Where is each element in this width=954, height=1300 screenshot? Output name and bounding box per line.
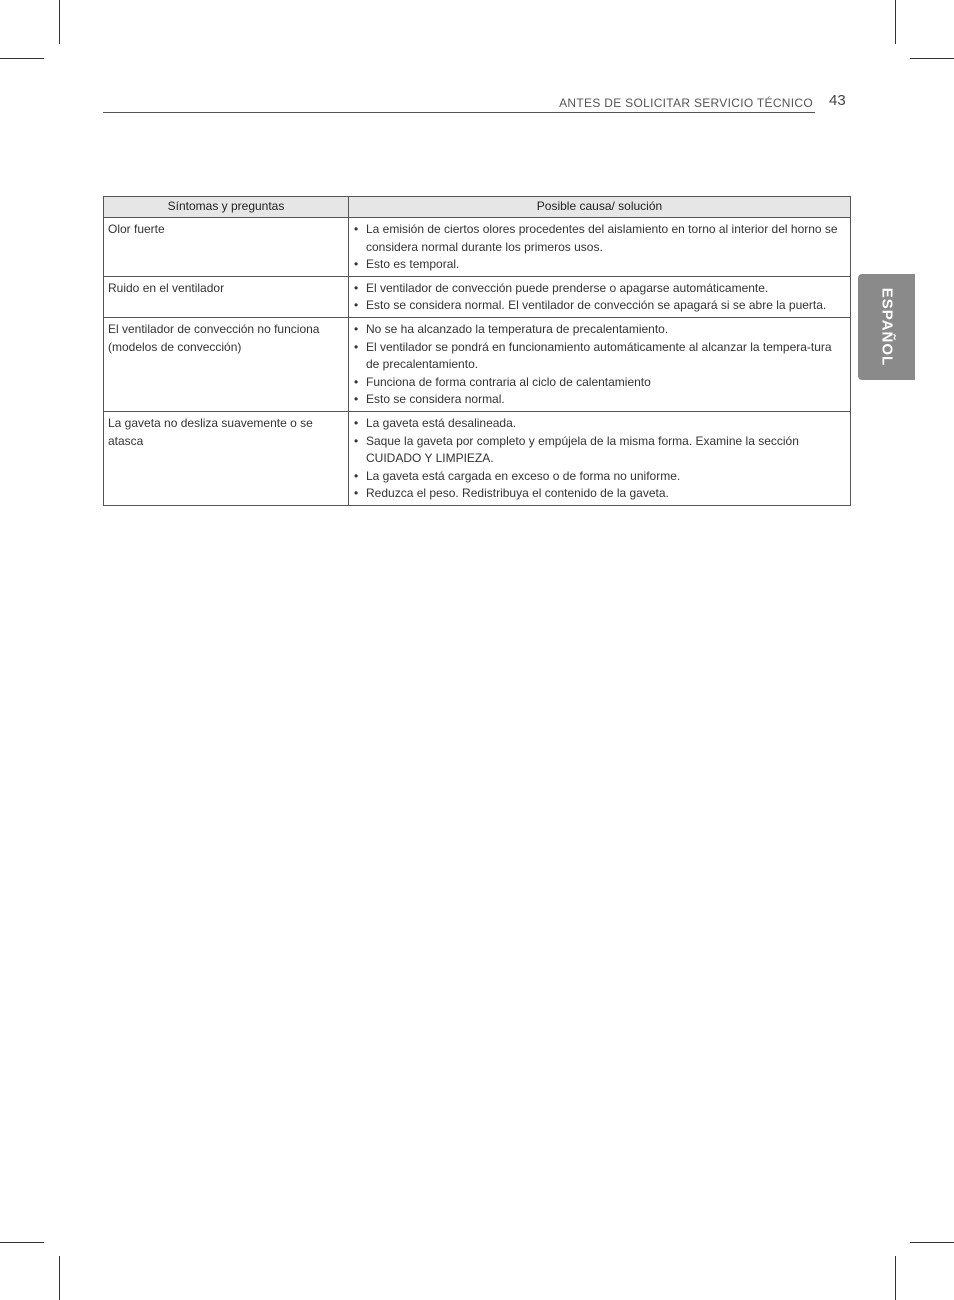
symptom-cell: La gaveta no desliza suavemente o se atasca: [104, 411, 349, 505]
crop-mark: [910, 1242, 954, 1243]
cause-cell: [349, 411, 851, 505]
cause-list: [353, 221, 846, 274]
cause-item: • Reduzca el peso. Redistribuya el contenido de la gaveta.: [353, 485, 846, 503]
crop-mark: [59, 0, 60, 44]
symptom-cell: Ruido en el ventilador: [104, 276, 349, 317]
crop-mark: [0, 58, 44, 59]
cause-item: • Saque la gaveta por completo y empújela de la misma forma. Examine la sección CUIDADO Y LIMPIEZA.: [353, 433, 846, 468]
cause-item: • La gaveta está desalineada.: [353, 415, 846, 433]
crop-mark: [0, 1242, 44, 1243]
language-tab: [858, 274, 915, 380]
cause-item: • Esto es temporal.: [353, 256, 846, 274]
cause-item: • No se ha alcanzado la temperatura de precalentamiento.: [353, 321, 846, 339]
crop-mark: [895, 0, 896, 44]
cause-item: • El ventilador se pondrá en funcionamiento automáticamente al alcanzar la tempera-tura de precalentamiento.: [353, 339, 846, 374]
table-header-row: [104, 197, 851, 218]
column-header-causes: Posible causa/ solución: [349, 197, 851, 218]
cause-cell: [349, 218, 851, 277]
crop-mark: [910, 58, 954, 59]
symptom-cell: Olor fuerte: [104, 218, 349, 277]
cause-item: • La emisión de ciertos olores procedentes del aislamiento en torno al interior del horno se considera normal durante los primeros usos.: [353, 221, 846, 256]
table-row: [104, 317, 851, 411]
cause-list: [353, 280, 846, 315]
cause-list: [353, 321, 846, 409]
table-body: [104, 218, 851, 506]
table-row: [104, 276, 851, 317]
cause-cell: [349, 276, 851, 317]
cause-item: • El ventilador de convección puede prenderse o apagarse automáticamente.: [353, 280, 846, 298]
symptom-cell: El ventilador de convección no funciona (modelos de convección): [104, 317, 349, 411]
crop-mark: [895, 1256, 896, 1300]
cause-item: • La gaveta está cargada en exceso o de forma no uniforme.: [353, 468, 846, 486]
cause-list: [353, 415, 846, 503]
page-number: 43: [829, 92, 846, 109]
cause-item: • Esto se considera normal.: [353, 391, 846, 409]
crop-mark: [59, 1256, 60, 1300]
cause-item: • Esto se considera normal. El ventilador de convección se apagará si se abre la puerta.: [353, 297, 846, 315]
section-title: ANTES DE SOLICITAR SERVICIO TÉCNICO: [559, 96, 813, 110]
table-row: [104, 411, 851, 505]
language-tab-label: ESPAÑOL: [878, 287, 895, 367]
troubleshooting-table: [103, 196, 851, 506]
column-header-symptoms: Síntomas y preguntas: [104, 197, 349, 218]
table-row: [104, 218, 851, 277]
cause-cell: [349, 317, 851, 411]
cause-item: • Funciona de forma contraria al ciclo de calentamiento: [353, 374, 846, 392]
header-divider: [103, 112, 815, 113]
